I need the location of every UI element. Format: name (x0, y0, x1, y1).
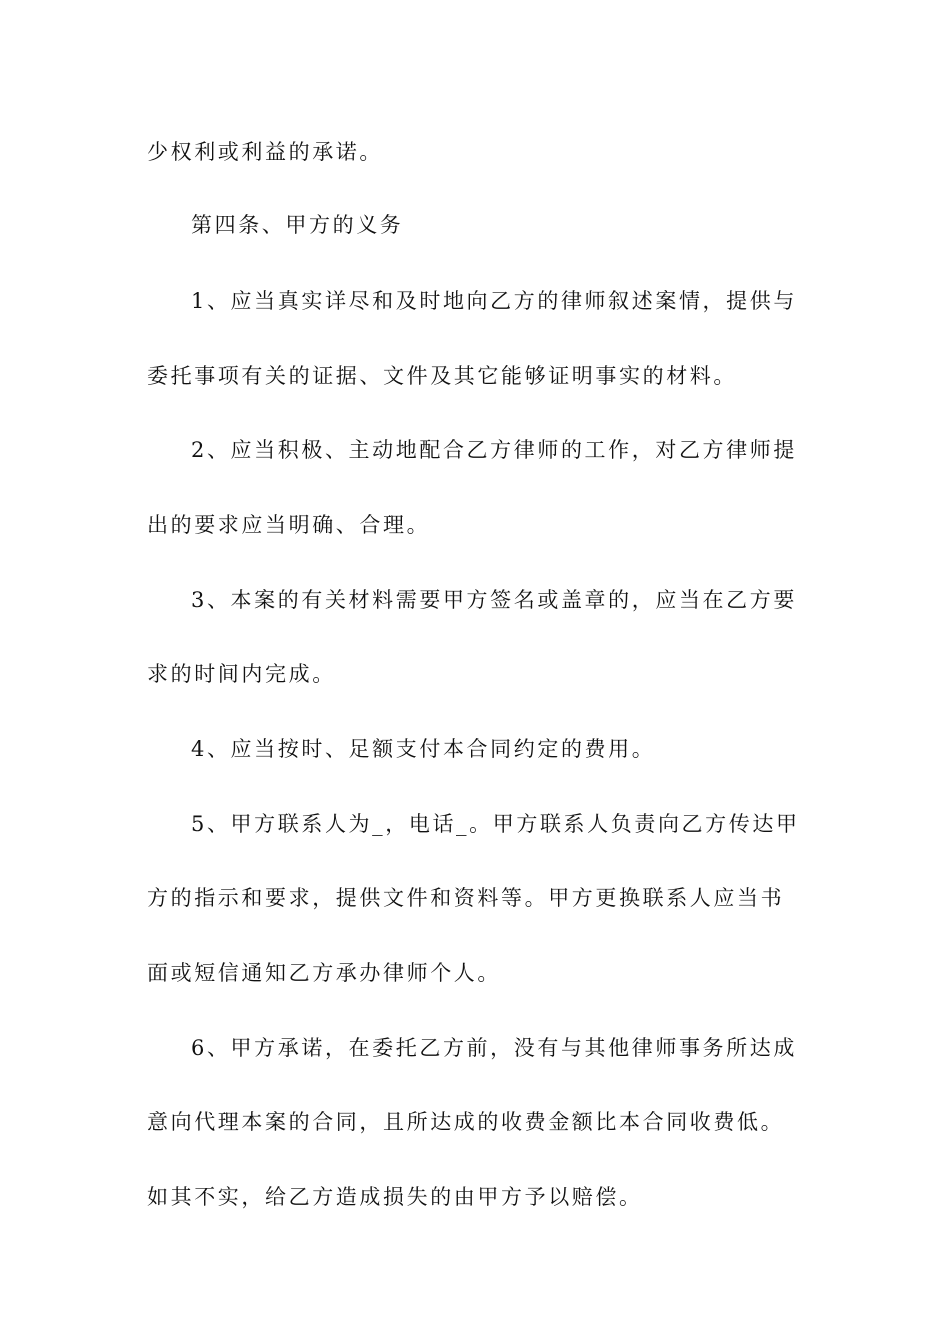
clause-1-line-2: 委托事项有关的证据、文件及其它能够证明事实的材料。 (147, 364, 737, 388)
clause-1-line-1: 1、应当真实详尽和及时地向乙方的律师叙述案情，提供与 (191, 289, 797, 313)
clause-6-line-3: 如其不实，给乙方造成损失的由甲方予以赔偿。 (147, 1185, 643, 1209)
paragraph-continuation-line: 少权利或利益的承诺。 (147, 140, 383, 164)
clause-2-line-2: 出的要求应当明确、合理。 (147, 513, 431, 537)
clause-2-line-1: 2、应当积极、主动地配合乙方律师的工作，对乙方律师提 (191, 438, 797, 462)
clause-3-line-2: 求的时间内完成。 (147, 662, 336, 686)
clause-5-line-2: 方的指示和要求，提供文件和资料等。甲方更换联系人应当书 (147, 886, 785, 910)
clause-5-line-3: 面或短信通知乙方承办律师个人。 (147, 961, 501, 985)
section-heading-article-4: 第四条、甲方的义务 (191, 213, 404, 237)
clause-3-line-1: 3、本案的有关材料需要甲方签名或盖章的，应当在乙方要 (191, 588, 797, 612)
clause-4-line-1: 4、应当按时、足额支付本合同约定的费用。 (191, 737, 656, 761)
clause-6-line-2: 意向代理本案的合同，且所达成的收费金额比本合同收费低。 (147, 1110, 785, 1134)
clause-6-line-1: 6、甲方承诺，在委托乙方前，没有与其他律师事务所达成 (191, 1036, 797, 1060)
clause-5-line-1: 5、甲方联系人为_，电话_。甲方联系人负责向乙方传达甲 (191, 812, 800, 836)
